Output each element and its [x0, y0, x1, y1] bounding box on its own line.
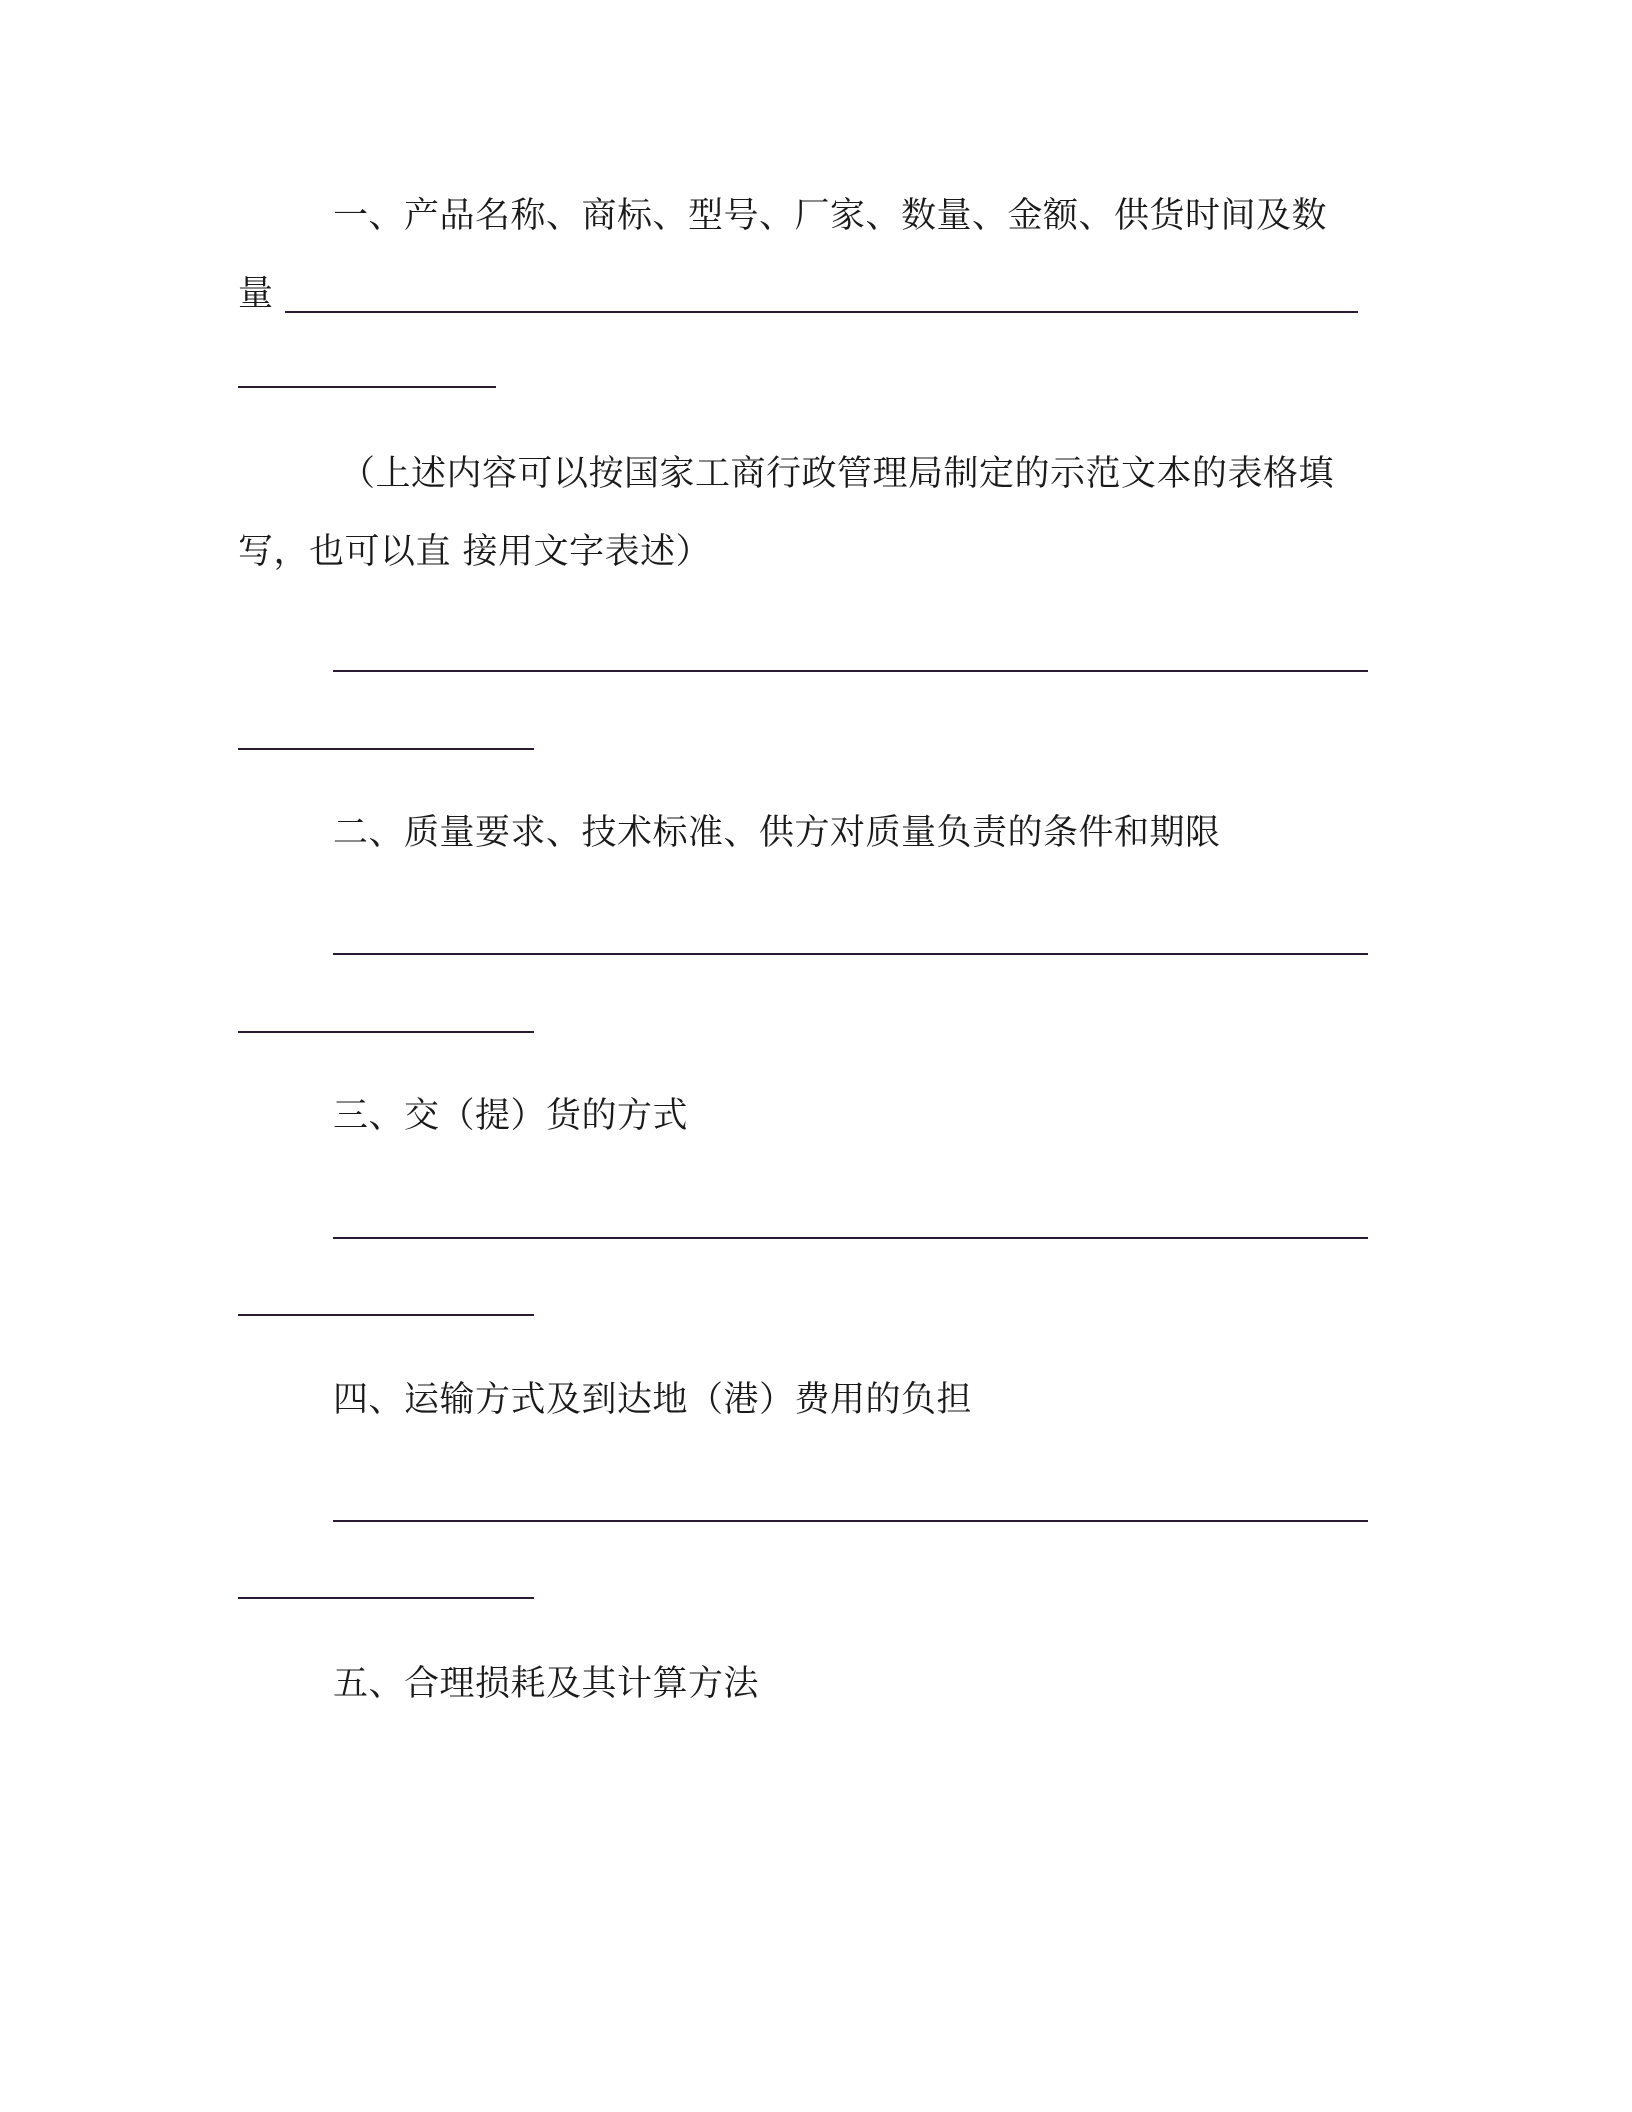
fill-in-line[interactable] — [238, 1031, 534, 1033]
section-1-heading-line-2: 量 — [238, 274, 274, 314]
section-5-heading: 五、合理损耗及其计算方法 — [333, 1664, 760, 1704]
fill-in-line[interactable] — [285, 311, 1358, 313]
fill-in-line[interactable] — [238, 748, 534, 750]
fill-in-line[interactable] — [238, 1314, 534, 1316]
section-3-heading: 三、交（提）货的方式 — [333, 1096, 689, 1136]
fill-in-line[interactable] — [238, 1597, 534, 1599]
section-2-heading: 二、质量要求、技术标准、供方对质量负责的条件和期限 — [333, 813, 1221, 853]
fill-in-line[interactable] — [333, 1237, 1368, 1239]
section-4-heading: 四、运输方式及到达地（港）费用的负担 — [333, 1380, 973, 1420]
note-line-1: （上述内容可以按国家工商行政管理局制定的示范文本的表格填 — [340, 454, 1335, 494]
fill-in-line[interactable] — [333, 953, 1368, 955]
section-1-heading-line-1: 一、产品名称、商标、型号、厂家、数量、金额、供货时间及数 — [333, 196, 1328, 236]
fill-in-line[interactable] — [238, 386, 496, 388]
fill-in-line[interactable] — [333, 670, 1368, 672]
fill-in-line[interactable] — [333, 1520, 1368, 1522]
note-line-2: 写，也可以直 接用文字表述） — [238, 532, 712, 572]
